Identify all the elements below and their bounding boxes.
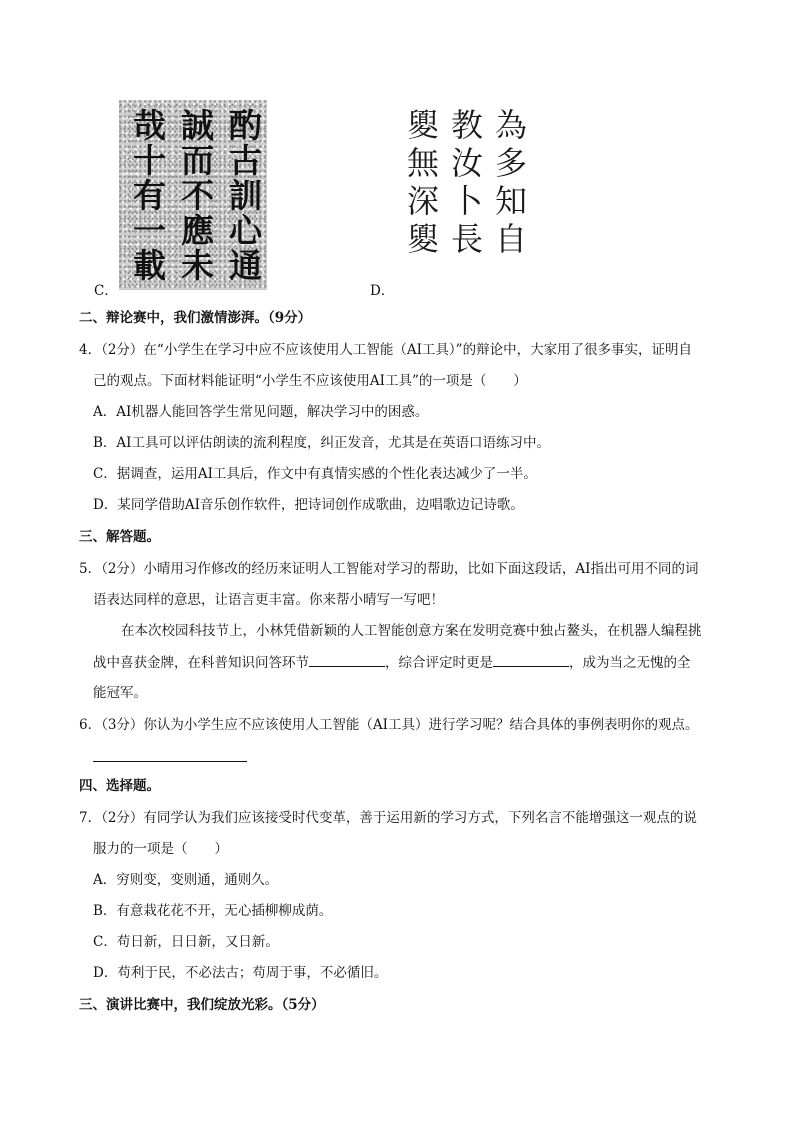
- option-b[interactable]: B．有意栽花花不开，无心插柳柳成荫。: [93, 903, 333, 919]
- option-a[interactable]: A．AI机器人能回答学生常见问题，解决学习中的困惑。: [93, 404, 429, 420]
- answer-blank-2[interactable]: [493, 652, 569, 667]
- question-5-stem: 5．（2分）小晴用习作修改的经历来证明人工智能对学习的帮助，比如下面这段话，AI指出可用不同的词: [79, 561, 699, 577]
- section-heading: 二、辩论赛中，我们激情澎湃。（9分）: [79, 310, 312, 326]
- section-heading: 三、演讲比赛中，我们绽放光彩。（5分）: [79, 997, 325, 1013]
- question-5-stem-cont: 语表达同样的意思，让语言更丰富。你来帮小晴写一写吧！: [93, 592, 444, 608]
- question-6-stem: 6．（3分）你认为小学生应不应该使用人工智能（AI工具）进行学习呢？结合具体的事例表明你的观点。: [79, 717, 699, 733]
- option-d-label: D．: [370, 283, 395, 299]
- question-7-stem: 7．（2分）有同学认为我们应该接受时代变革，善于运用新的学习方式，下列名言不能增强这一观点的说: [79, 810, 697, 826]
- calligraphy-column: 教汝卜長: [446, 108, 484, 260]
- calligraphy-column: 為多知自: [490, 108, 528, 260]
- passage-text: ，综合评定时更是: [385, 655, 493, 671]
- answer-line[interactable]: [93, 761, 247, 762]
- option-b[interactable]: B．AI工具可以评估朗读的流利程度，纠正发音，尤其是在英语口语练习中。: [93, 435, 551, 451]
- passage-text: 战中喜获金牌，在科普知识问答环节: [93, 655, 309, 671]
- question-7-stem-cont: 服力的一项是（ ）: [93, 841, 228, 857]
- calligraphy-column: 酌古訓心通: [224, 108, 263, 283]
- option-c-label: C．: [94, 283, 118, 299]
- option-c[interactable]: C．据调查，运用AI工具后，作文中有真情实感的个性化表达减少了一半。: [93, 466, 537, 482]
- calligraphy-image-d: [397, 108, 532, 293]
- section-heading: 四、选择题。: [79, 778, 160, 794]
- section-heading: 三、解答题。: [79, 529, 160, 545]
- question-5-passage: 在本次校园科技节上，小林凭借新颖的人工智能创意方案在发明竞赛中独占鳌头，在机器人编程挑: [121, 623, 702, 639]
- answer-blank-1[interactable]: [309, 652, 385, 667]
- option-d[interactable]: D．苟利于民，不必法古；苟周于事，不必循旧。: [93, 965, 388, 981]
- option-c[interactable]: C．苟日新，日日新，又日新。: [93, 934, 279, 950]
- calligraphy-column: 哉十有一載: [128, 108, 167, 283]
- question-5-passage-end: 能冠军。: [93, 685, 147, 701]
- calligraphy-column: 夓無深夓: [402, 108, 440, 260]
- option-d[interactable]: D．某同学借助AI音乐创作软件，把诗词创作成歌曲，边唱歌边记诗歌。: [93, 497, 524, 513]
- passage-text: ，成为当之无愧的全: [569, 655, 691, 671]
- question-4-stem-cont: 己的观点。下面材料能证明“小学生不应该使用AI工具”的一项是（ ）: [93, 373, 527, 389]
- calligraphy-image-c: [119, 100, 267, 290]
- option-a[interactable]: A．穷则变，变则通，通则久。: [93, 872, 279, 888]
- question-5-passage-fill-line: [93, 652, 691, 673]
- question-4-stem: 4．（2分）在“小学生在学习中应不应该使用人工智能（AI工具）”的辩论中，大家用了很多事实，证明自: [79, 342, 693, 358]
- calligraphy-column: 誠而不應未: [176, 108, 215, 283]
